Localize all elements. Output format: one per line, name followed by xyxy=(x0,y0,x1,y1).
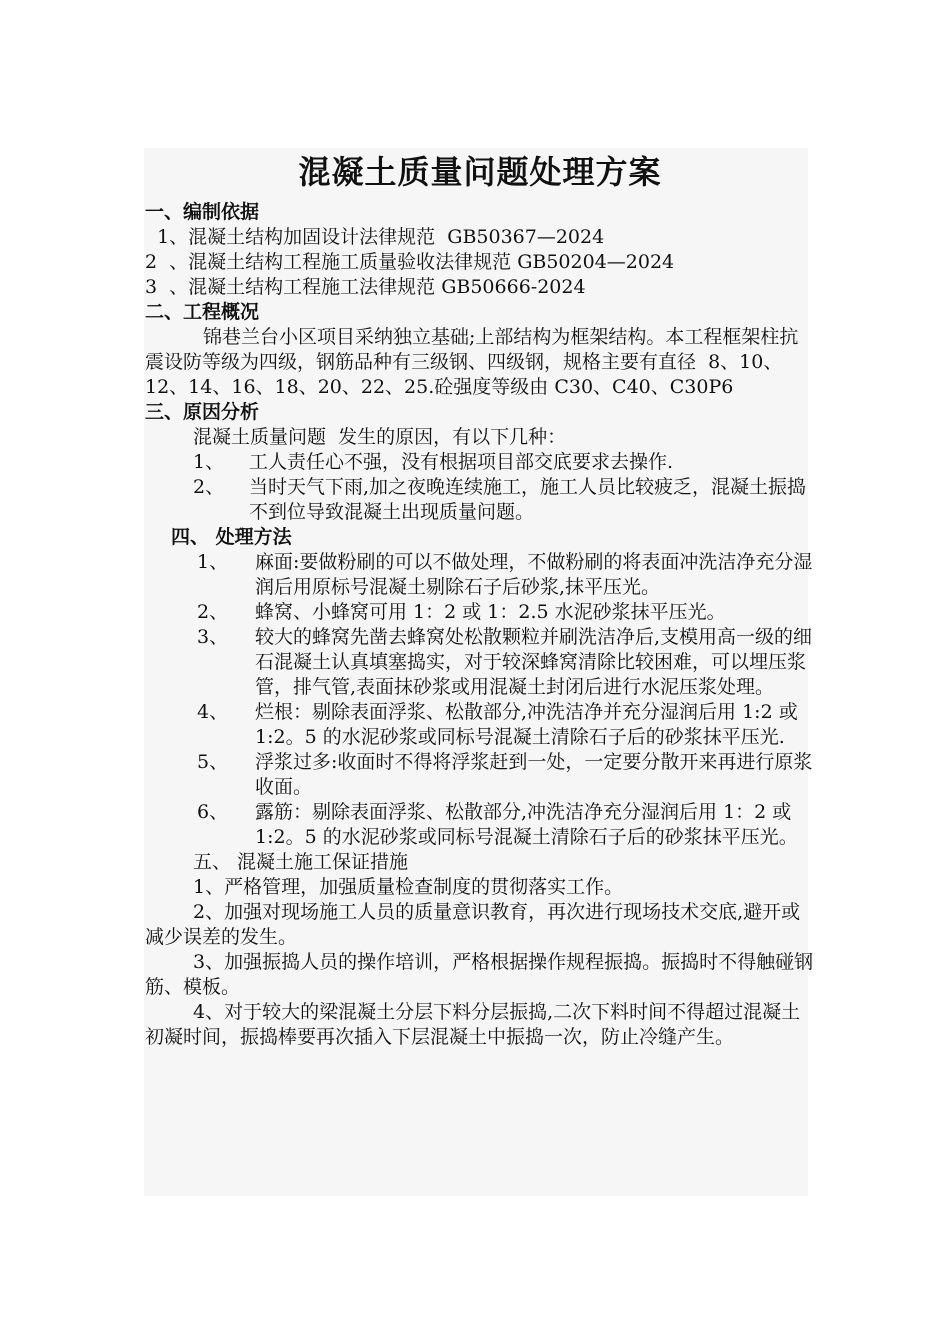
section-heading: 二、工程概况 xyxy=(145,301,260,323)
list-text: 烂根：剔除表面浮浆、松散部分,冲洗洁净并充分湿润后用 1:2 或 1:2。5 的水泥砂浆或同标号混凝土清除石子后的砂浆抹平压光. xyxy=(255,701,798,748)
list-number: 3、 xyxy=(197,626,229,648)
overview-paragraph: 锦巷兰台小区项目采纳独立基础;上部结构为框架结构。本工程框架柱抗震设防等级为四级，钢筋品种有三级钢、四级钢，规格主要有直径 8、10、12、14、16、18、20、22、25.砼强度等级由 C30、C40、C30P6 xyxy=(145,326,799,398)
list-text: 蜂窝、小蜂窝可用 1：2 或 1：2.5 水泥砂浆抹平压光。 xyxy=(255,601,726,623)
section-assurance xyxy=(145,850,815,1050)
list-text: 露筋：剔除表面浮浆、松散部分,冲洗洁净充分湿润后用 1：2 或 1:2。5 的水泥砂浆或同标号混凝土清除石子后的砂浆抹平压光。 xyxy=(255,801,798,848)
section-heading: 四、 处理方法 xyxy=(171,526,292,548)
list-text: 当时天气下雨,加之夜晚连续施工，施工人员比较疲乏，混凝土振捣不到位导致混凝土出现质量问题。 xyxy=(249,476,807,523)
list-item xyxy=(145,600,815,625)
list-number: 1、 xyxy=(193,451,225,473)
list-item xyxy=(145,475,815,525)
section-overview xyxy=(145,300,815,400)
list-item xyxy=(145,750,815,800)
basis-item: 2 、混凝土结构工程施工质量验收法律规范 GB50204—2024 xyxy=(145,251,675,273)
list-number: 2、 xyxy=(193,476,225,498)
list-text: 较大的蜂窝先凿去蜂窝处松散颗粒并刷洗洁净后,支模用高一级的细石混凝土认真填塞捣实，对于较深蜂窝清除比较困难，可以埋压浆管，排气管,表面抹砂浆或用混凝土封闭后进行水泥压浆处理。 xyxy=(255,626,813,698)
list-number: 5、 xyxy=(197,751,229,773)
assurance-item: 4、对于较大的梁混凝土分层下料分层振捣,二次下料时间不得超过混凝土初凝时间，振捣棒要再次插入下层混凝土中振捣一次，防止冷缝产生。 xyxy=(145,1001,801,1048)
list-item xyxy=(145,700,815,750)
list-item xyxy=(145,800,815,850)
list-number: 6、 xyxy=(197,801,229,823)
list-number: 2、 xyxy=(197,601,229,623)
list-item xyxy=(145,625,815,700)
section-basis xyxy=(145,200,815,300)
assurance-item: 3、加强振捣人员的操作培训，严格根据操作规程振捣。振捣时不得触碰钢筋、模板。 xyxy=(145,951,814,998)
section-heading: 五、 混凝土施工保证措施 xyxy=(193,851,409,873)
list-text: 浮浆过多:收面时不得将浮浆赶到一处，一定要分散开来再进行原浆收面。 xyxy=(255,751,813,798)
section-treatment xyxy=(145,525,815,850)
section-heading: 一、编制依据 xyxy=(145,201,260,223)
assurance-item: 1、严格管理，加强质量检查制度的贯彻落实工作。 xyxy=(193,876,624,898)
document-title: 混凝土质量问题处理方案 xyxy=(298,153,662,191)
list-item xyxy=(145,450,815,475)
list-text: 麻面:要做粉刷的可以不做处理，不做粉刷的将表面冲洗洁净充分湿润后用原标号混凝土剔除石子后砂浆,抹平压光。 xyxy=(255,551,813,598)
basis-item: 3 、混凝土结构工程施工法律规范 GB50666-2024 xyxy=(145,276,586,298)
section-cause-analysis xyxy=(145,400,815,525)
list-number: 4、 xyxy=(197,701,229,723)
basis-item: 1、混凝土结构加固设计法律规范 GB50367—2024 xyxy=(145,226,605,248)
section-heading: 三、原因分析 xyxy=(145,401,260,423)
list-item xyxy=(145,550,815,600)
cause-intro: 混凝土质量问题 发生的原因，有以下几种： xyxy=(193,426,567,448)
document xyxy=(145,148,815,1050)
list-number: 1、 xyxy=(197,551,229,573)
list-text: 工人责任心不强，没有根据项目部交底要求去操作. xyxy=(249,451,674,473)
assurance-item: 2、加强对现场施工人员的质量意识教育，再次进行现场技术交底,避开或减少误差的发生。 xyxy=(145,901,801,948)
